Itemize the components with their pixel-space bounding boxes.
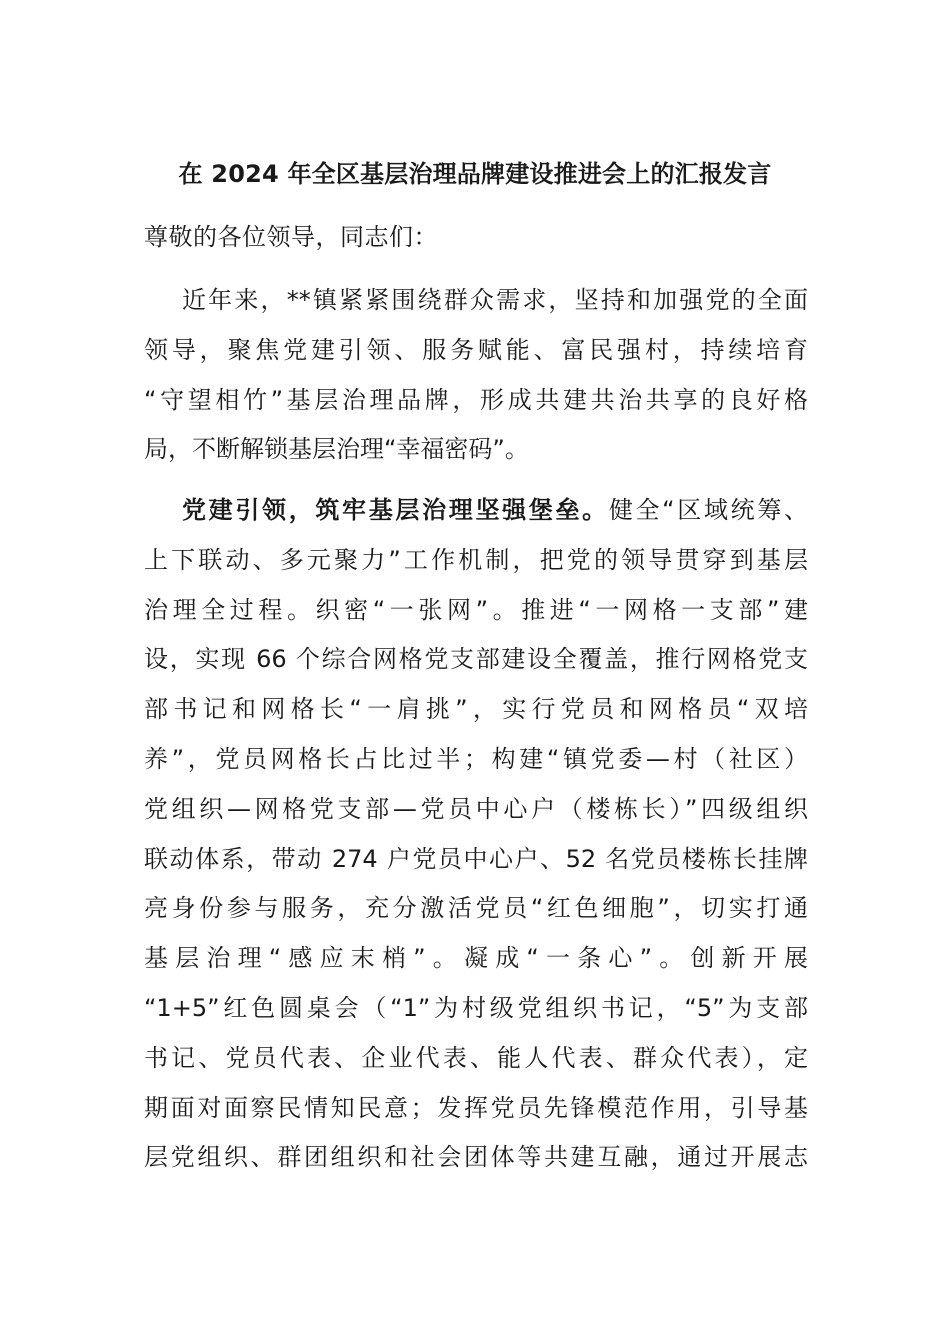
salutation: 尊敬的各位领导，同志们： bbox=[144, 223, 438, 251]
paragraph-line: 养”，党员网格长占比过半；构建“镇党委—村（社区） bbox=[144, 744, 808, 773]
paragraph-line: 治理全过程。织密“一张网”。推进“一网格一支部”建 bbox=[144, 595, 808, 624]
paragraph-party-building bbox=[144, 486, 808, 1183]
paragraph-line bbox=[144, 486, 808, 536]
paragraph-line: 近年来，**镇紧紧围绕群众需求，坚持和加强党的全面 bbox=[182, 286, 808, 314]
section-heading-rest: 健全“区域统筹、 bbox=[608, 496, 808, 524]
paragraph-line: 期面对面察民情知民意；发挥党员先锋模范作用，引导基 bbox=[144, 1093, 808, 1122]
section-heading: 党建引领，筑牢基层治理坚强堡垒。 bbox=[182, 496, 609, 524]
paragraph-line: 亮身份参与服务，充分激活党员“红色细胞”，切实打通 bbox=[144, 894, 808, 923]
paragraph-line: “1+5”红色圆桌会（“1”为村级党组织书记，“5”为支部 bbox=[144, 993, 808, 1022]
paragraph-line: 书记、党员代表、企业代表、能人代表、群众代表），定 bbox=[144, 1043, 808, 1072]
paragraph-intro bbox=[144, 276, 808, 475]
document-title: 在 2024 年全区基层治理品牌建设推进会上的汇报发言 bbox=[178, 160, 772, 188]
paragraph-line: 局，不断解锁基层治理“幸福密码”。 bbox=[144, 435, 529, 464]
paragraph-line: “守望相竹”基层治理品牌，形成共建共治共享的良好格 bbox=[144, 385, 808, 414]
paragraph-line: 党组织—网格党支部—党员中心户（楼栋长）”四级组织 bbox=[144, 794, 808, 823]
paragraph-line: 设，实现 66 个综合网格党支部建设全覆盖，推行网格党支 bbox=[144, 645, 808, 674]
paragraph-line: 领导，聚焦党建引领、服务赋能、富民强村，持续培育 bbox=[144, 335, 808, 364]
paragraph-line: 上下联动、多元聚力”工作机制，把党的领导贯穿到基层 bbox=[144, 545, 808, 574]
paragraph-line: 联动体系，带动 274 户党员中心户、52 名党员楼栋长挂牌 bbox=[144, 844, 808, 873]
paragraph-line: 基层治理“感应末梢”。凝成“一条心”。创新开展 bbox=[144, 944, 808, 973]
paragraph-line: 部书记和网格长“一肩挑”，实行党员和网格员“双培 bbox=[144, 695, 808, 724]
paragraph-line: 层党组织、群团组织和社会团体等共建互融，通过开展志 bbox=[144, 1143, 808, 1172]
